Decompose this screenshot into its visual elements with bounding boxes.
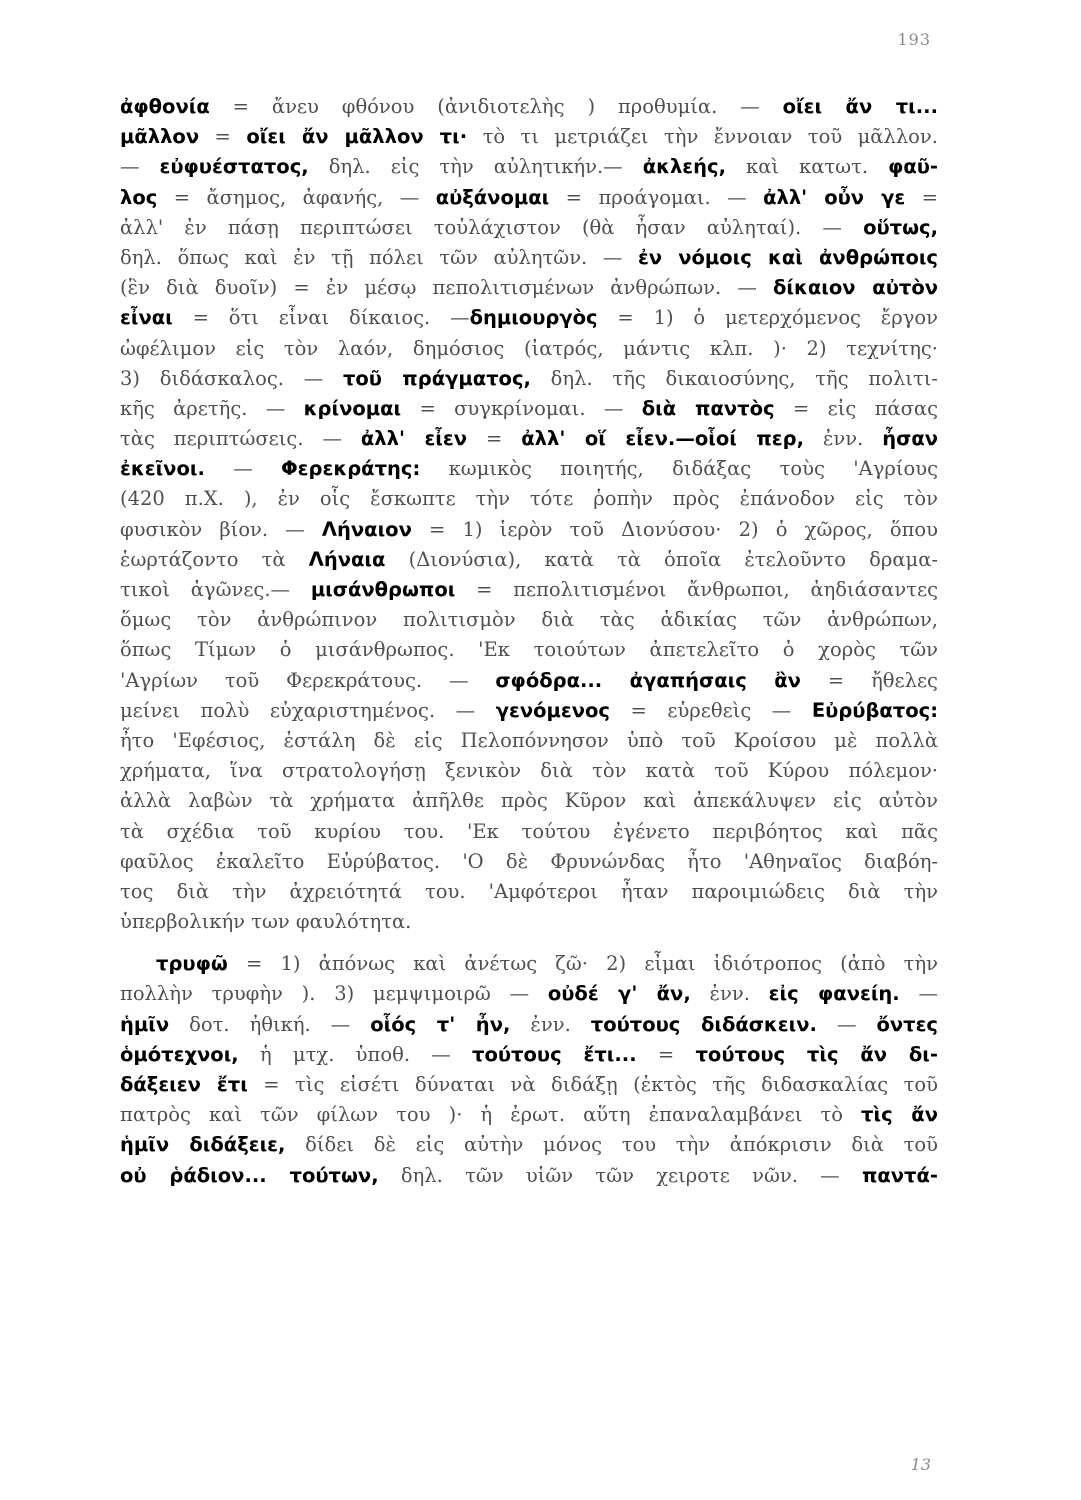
- gloss-text: =: [636, 1042, 696, 1066]
- gloss-text: (420 π.Χ. ), ἐν οἷς ἔσκωπτε τὴν τότε ῥοπὴν πρὸς ἐπάνοδον εἰς τὸν: [120, 487, 938, 511]
- text-line: [120, 152, 938, 182]
- gloss-text: τος διὰ τὴν ἀχρειότητά του. 'Αμφότεροι ἦταν παροιμιώδεις διὰ τὴν: [120, 879, 938, 903]
- gloss-text: φαῦλος ἐκαλεῖτο Εὐρύβατος. 'Ο δὲ Φρυνώνδας ἦτο 'Αθηναῖος διαβόη-: [120, 849, 938, 873]
- lemma-term: οὐδέ γ' ἄν,: [547, 982, 691, 1006]
- lemma-term: οἴει ἄν τι...: [782, 95, 938, 118]
- lemma-term: ἦσαν: [882, 427, 938, 451]
- gloss-text: ὅπως Τίμων ὁ μισάνθρωπος. 'Εκ τοιούτων ἀπετελεῖτο ὁ χορὸς τῶν: [120, 638, 938, 662]
- lemma-term: δημιουργὸς: [469, 306, 598, 330]
- text-line: [120, 334, 938, 364]
- text-line: [120, 907, 938, 937]
- lemma-term: ἀλλ' εἶεν: [360, 427, 468, 451]
- gloss-text: = συγκρίνομαι. —: [401, 396, 642, 420]
- gloss-text: κῆς ἀρετῆς. —: [120, 396, 304, 420]
- gloss-text: = 1) ἱερὸν τοῦ Διονύσου· 2) ὁ χῶρος, ὅπου: [411, 517, 938, 541]
- lemma-term: ὄντες: [876, 1012, 938, 1036]
- gloss-text: = 1) ὁ μετερχόμενος ἔργον: [597, 306, 938, 330]
- lemma-term: τούτους διδάσκειν.: [590, 1012, 817, 1036]
- lemma-term: Φερεκράτης:: [281, 457, 421, 481]
- lemma-term: μισάνθρωποι: [310, 578, 456, 601]
- lemma-term: ἀλλ' οἵ εἶεν.—οἷοί περ,: [521, 427, 805, 451]
- lemma-term: τούτους τὶς ἄν δι-: [695, 1042, 938, 1066]
- lemma-term: ὁμότεχνοι,: [120, 1042, 239, 1066]
- gloss-text: δοτ. ἠθική. —: [169, 1012, 371, 1036]
- lemma-term: Λήναιον: [321, 517, 412, 541]
- gloss-text: ἡ μτχ. ὑποθ. —: [238, 1042, 473, 1066]
- gloss-text: ὑπερβολικήν των φαυλότητα.: [120, 910, 412, 934]
- gloss-text: = ἄσημος, ἀφανής, —: [157, 185, 436, 209]
- gloss-text: καὶ κατωτ.: [725, 155, 889, 179]
- gloss-text: = ἄνευ φθόνου (ἀνιδιοτελὴς ) προθυμία. —: [209, 95, 783, 118]
- gloss-text: τὰς περιπτώσεις. —: [120, 427, 361, 451]
- gloss-text: δηλ. ὅπως καὶ ἐν τῇ πόλει τῶν αὐλητῶν. —: [120, 245, 638, 269]
- gloss-text: (Διονύσια), κατὰ τὰ ὁποῖα ἐτελοῦντο δραμα-: [385, 547, 938, 571]
- lemma-term: παντά-: [861, 1163, 938, 1187]
- gloss-text: τὸ τι μετριάζει τὴν ἔννοιαν τοῦ μᾶλλον.: [467, 125, 938, 149]
- text-line: [120, 605, 938, 635]
- text-line: [120, 1130, 938, 1160]
- gloss-text: ἐνν.: [690, 982, 769, 1006]
- lemma-term: ἀφθονία: [120, 95, 210, 118]
- lemma-term: τρυφῶ: [156, 952, 228, 976]
- text-line: [120, 183, 938, 213]
- text-line: [120, 364, 938, 394]
- text-line: [120, 575, 938, 605]
- gloss-text: μείνει πολὺ εὐχαριστημένος. —: [120, 698, 496, 722]
- gloss-text: δηλ. εἰς τὴν αὐλητικήν.—: [308, 155, 643, 179]
- gloss-text: =: [467, 427, 522, 451]
- text-line: [120, 545, 938, 575]
- gloss-text: = προάγομαι. —: [549, 185, 764, 209]
- gloss-text: φυσικὸν βίον. —: [120, 517, 322, 541]
- gloss-text: κωμικὸς ποιητής, διδάξας τοὺς 'Αγρίους: [420, 457, 938, 481]
- lemma-term: σφόδρα... ἀγαπήσαις ἂν: [495, 668, 801, 692]
- text-line: [120, 847, 938, 877]
- lemma-term: οὐ ῥάδιον... τούτων,: [120, 1163, 379, 1187]
- text-line: [120, 303, 938, 333]
- text-line: [120, 979, 938, 1009]
- text-line: [120, 696, 938, 726]
- lemma-term: δίκαιον αὐτὸν: [773, 276, 938, 300]
- text-line: [120, 1040, 938, 1070]
- lemma-term: ἡμῖν διδάξειε,: [120, 1133, 286, 1157]
- text-line: [120, 786, 938, 816]
- text-line: [120, 424, 938, 454]
- lemma-term: εἰς φανείη.: [768, 982, 900, 1006]
- printer-signature: 13: [910, 1455, 931, 1474]
- gloss-text: —: [899, 982, 938, 1006]
- text-line: [120, 243, 938, 273]
- text-line: [120, 92, 938, 122]
- text-line: [120, 122, 938, 152]
- text-line: [120, 1070, 938, 1100]
- gloss-text: ἐνν.: [510, 1012, 591, 1036]
- lemma-term: ἐν νόμοις καὶ ἀνθρώποις: [637, 245, 938, 269]
- lemma-term: εἶναι: [120, 306, 173, 330]
- lemma-term: τούτους ἔτι...: [472, 1042, 637, 1066]
- gloss-text: 3) διδάσκαλος. —: [120, 366, 343, 390]
- text-line: [120, 454, 938, 484]
- text-line: [120, 877, 938, 907]
- gloss-text: =: [905, 185, 938, 209]
- lemma-term: λος: [120, 185, 158, 209]
- gloss-text: = 1) ἀπόνως καὶ ἀνέτως ζῶ· 2) εἶμαι ἰδιότροπος (ἀπὸ τὴν: [227, 952, 938, 976]
- gloss-text: ἐνν.: [804, 427, 883, 451]
- gloss-text: = πεπολιτισμένοι ἄνθρωποι, ἀηδιάσαντες: [455, 578, 938, 601]
- page-number: 193: [897, 30, 931, 49]
- lemma-term: κρίνομαι: [303, 396, 402, 420]
- lemma-term: ἐκεῖνοι.: [120, 457, 205, 481]
- text-line: [120, 515, 938, 545]
- lemma-term: δάξειεν ἔτι: [120, 1073, 248, 1096]
- gloss-text: ὅμως τὸν ἀνθρώπινον πολιτισμὸν διὰ τὰς ἀδικίας τῶν ἀνθρώπων,: [120, 608, 938, 632]
- gloss-text: =: [199, 125, 247, 149]
- gloss-text: —: [120, 155, 160, 179]
- text-line: [120, 817, 938, 847]
- gloss-text: ἀλλ' ἐν πάσῃ περιπτώσει τοὐλάχιστον (θὰ ἦσαν αὐληταί). —: [120, 215, 864, 239]
- lemma-term: οἴει ἄν μᾶλλον τι·: [246, 125, 468, 149]
- lemma-term: ἡμῖν: [120, 1012, 170, 1036]
- text-line: [120, 484, 938, 514]
- lemma-term: Λήναια: [308, 547, 386, 571]
- lemma-term: τοῦ πράγματος,: [342, 366, 531, 390]
- gloss-text: —: [816, 1012, 877, 1036]
- text-line: [120, 666, 938, 696]
- gloss-text: δηλ. τῶν υἱῶν τῶν χειροτε νῶν. —: [378, 1163, 862, 1187]
- text-line: [120, 1161, 938, 1191]
- text-line: [120, 1010, 938, 1040]
- text-line: [120, 1100, 938, 1130]
- lemma-term: οἷός τ' ἦν,: [370, 1012, 511, 1036]
- text-line: [120, 213, 938, 243]
- gloss-text: ἑωρτάζοντο τὰ: [120, 547, 309, 571]
- gloss-text: = ἤθελες: [800, 668, 938, 692]
- gloss-text: χρήματα, ἵνα στρατολογήσῃ ξενικὸν διὰ τὸν κατὰ τοῦ Κύρου πόλεμον·: [120, 759, 938, 783]
- gloss-text: δηλ. τῆς δικαιοσύνης, τῆς πολιτι-: [530, 366, 938, 390]
- gloss-text: τικοὶ ἀγῶνες.—: [120, 578, 311, 601]
- gloss-text: (ἓν διὰ δυοῖν) = ἐν μέσῳ πεπολιτισμένων ἀνθρώπων. —: [120, 276, 774, 300]
- gloss-text: —: [204, 457, 282, 481]
- gloss-text: = τὶς εἰσέτι δύναται νὰ διδάξῃ (ἐκτὸς τῆς διδασκαλίας τοῦ: [247, 1073, 938, 1096]
- lemma-term: γενόμενος: [495, 698, 610, 722]
- gloss-text: τὰ σχέδια τοῦ κυρίου του. 'Εκ τούτου ἐγένετο περιβόητος καὶ πᾶς: [120, 819, 938, 843]
- lemma-term: μᾶλλον: [120, 125, 200, 149]
- text-line: [120, 949, 938, 979]
- lemma-term: ἀλλ' οὖν γε: [763, 185, 906, 209]
- text-line: [120, 273, 938, 303]
- lemma-term: αὐξάνομαι: [435, 185, 550, 209]
- text-line: [120, 394, 938, 424]
- gloss-text: ὠφέλιμον εἰς τὸν λαόν, δημόσιος (ἰατρός, μάντις κλπ. )· 2) τεχνίτης·: [120, 336, 938, 360]
- gloss-text: πατρὸς καὶ τῶν φίλων του )· ἡ ἐρωτ. αὕτη ἐπαναλαμβάνει τὸ: [120, 1103, 862, 1127]
- text-line: [120, 756, 938, 786]
- lemma-term: ἀκλεής,: [642, 155, 726, 179]
- text-line: [120, 635, 938, 665]
- commentary-text: [120, 92, 938, 1191]
- lemma-term: εὐφυέστατος,: [159, 155, 309, 179]
- gloss-text: = εἰς πάσας: [774, 396, 938, 420]
- gloss-text: = ὅτι εἶναι δίκαιος. —: [172, 306, 470, 330]
- gloss-text: ἦτο 'Εφέσιος, ἐστάλη δὲ εἰς Πελοπόννησον ὑπὸ τοῦ Κροίσου μὲ πολλὰ: [120, 728, 938, 752]
- gloss-text: 'Αγρίων τοῦ Φερεκράτους. —: [120, 668, 496, 692]
- text-line: [120, 726, 938, 756]
- gloss-text: = εὑρεθεὶς —: [609, 698, 812, 722]
- gloss-text: ἀλλὰ λαβὼν τὰ χρήματα ἀπῆλθε πρὸς Κῦρον καὶ ἀπεκάλυψεν εἰς αὐτὸν: [120, 789, 938, 813]
- lemma-term: Εὐρύβατος:: [811, 698, 938, 722]
- gloss-text: πολλὴν τρυφὴν ). 3) μεμψιμοιρῶ —: [120, 982, 548, 1006]
- gloss-text: δίδει δὲ εἰς αὐτὴν μόνος του τὴν ἀπόκρισιν διὰ τοῦ: [285, 1133, 938, 1157]
- lemma-term: φαῦ-: [888, 155, 938, 179]
- lemma-term: διὰ παντὸς: [641, 396, 775, 420]
- lemma-term: οὕτως,: [863, 215, 938, 239]
- lemma-term: τὶς ἄν: [861, 1103, 938, 1127]
